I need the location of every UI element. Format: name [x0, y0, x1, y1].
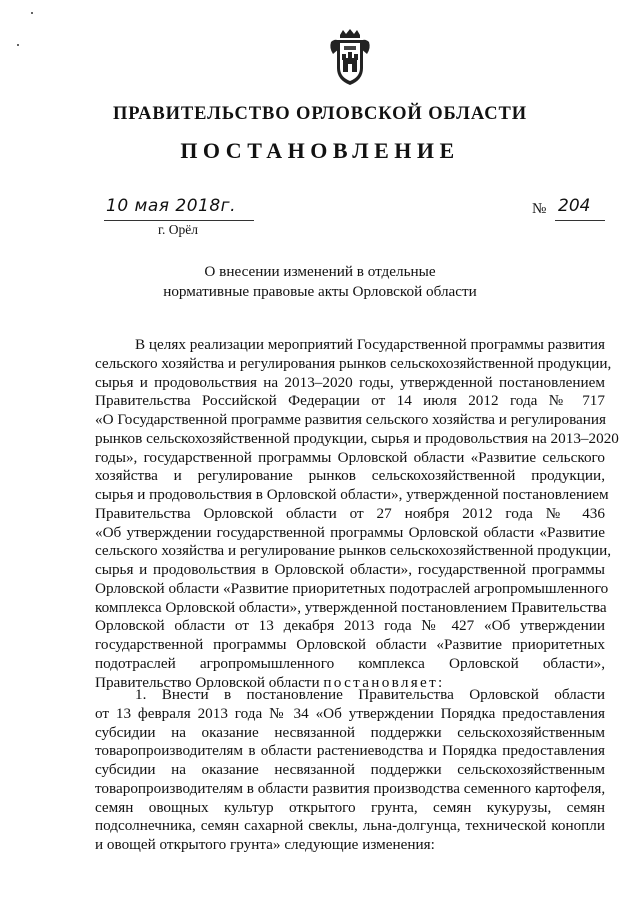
- resolution-verb: постановляет:: [323, 673, 445, 691]
- scan-speck: [31, 12, 33, 14]
- date-underline: [104, 220, 254, 221]
- paragraph-line: Правительства Орловской области от 27 ноября 2012 года № 436: [95, 504, 605, 522]
- number-label: №: [532, 201, 547, 217]
- paragraph-line: товаропроизводителям в области растениеводства и Порядка предоставления: [95, 742, 605, 760]
- paragraph-line: «Об утверждении государственной программы Орловской области «Развитие: [95, 523, 605, 541]
- document-subject: [120, 262, 520, 302]
- paragraph-line: годы», государственной программы Орловской области «Развитие сельского: [95, 448, 605, 466]
- city-label: г. Орёл: [158, 222, 198, 237]
- paragraph-line: Орловской области от 13 декабря 2013 года № 427 «Об утверждении: [95, 617, 605, 635]
- paragraph-line: субсидии на оказание несвязанной поддержки сельскохозяйственным: [95, 761, 605, 778]
- preamble-paragraph: [95, 336, 619, 692]
- paragraph-line: сырья и продовольствия в Орловской области», утвержденной постановлением: [95, 486, 609, 503]
- paragraph-line: сырья и продовольствия на 2013–2020 годы, утвержденной постановлением: [95, 373, 605, 391]
- resolution-prefix: Правительство Орловской области: [95, 673, 324, 691]
- paragraph-line: семян овощных культур открытого грунта, семян кукурузы, семян: [95, 798, 605, 816]
- paragraph-line: сельского хозяйства и регулирования рынков сельскохозяйственной продукции,: [95, 354, 612, 372]
- paragraph-line: хозяйства и регулирование рынков сельскохозяйственной продукции,: [95, 467, 605, 485]
- paragraph-line: сырья и продовольствия в Орловской области», государственной программы: [95, 561, 605, 578]
- subject-line: нормативные правовые акты Орловской области: [163, 283, 477, 300]
- paragraph-line: комплекса Орловской области», утвержденной постановлением Правительства: [95, 598, 607, 616]
- scan-speck: [17, 44, 19, 46]
- handwritten-date: 10 мая 2018г.: [106, 196, 237, 216]
- handwritten-number: 204: [558, 196, 591, 216]
- paragraph-line: Правительства Российской Федерации от 14 июля 2012 года № 717: [95, 392, 605, 410]
- paragraph-line: сельского хозяйства и регулирование рынков сельскохозяйственной продукции,: [95, 542, 612, 560]
- paragraph-line: субсидии на оказание несвязанной поддержки сельскохозяйственным: [95, 723, 605, 741]
- coat-of-arms-icon: [327, 28, 373, 88]
- paragraph-line: «О Государственной программе развития сельского хозяйства и регулирования: [95, 411, 607, 428]
- paragraph-line: государственной программы Орловской области «Развитие приоритетных: [95, 636, 605, 653]
- paragraph-line: подотраслей агропромышленного комплекса Орловской области»,: [95, 654, 605, 672]
- paragraph-line: и овощей открытого грунта» следующие изменения:: [95, 836, 435, 853]
- paragraph-line: рынков сельскохозяйственной продукции, сырья и продовольствия на 2013–2020: [95, 429, 619, 447]
- paragraph-line: 1. Внести в постановление Правительства Орловской области: [135, 686, 605, 703]
- paragraph-line: подсолнечника, семян сахарной свеклы, льна-долгунца, технической конопли: [95, 817, 605, 835]
- document-type-title: ПОСТАНОВЛЕНИЕ: [180, 138, 460, 163]
- number-underline: [555, 220, 605, 221]
- paragraph-line: товаропроизводителям в области развития производства семенного картофеля,: [95, 779, 606, 797]
- clause-1-paragraph: [95, 686, 605, 855]
- paragraph-line: В целях реализации мероприятий Государственной программы развития: [135, 336, 605, 353]
- paragraph-line: Орловской области «Развитие приоритетных подотраслей агропромышленного: [95, 579, 609, 597]
- subject-line: О внесении изменений в отдельные: [204, 263, 436, 280]
- organization-title: ПРАВИТЕЛЬСТВО ОРЛОВСКОЙ ОБЛАСТИ: [113, 104, 527, 124]
- paragraph-line: от 13 февраля 2013 года № 34 «Об утверждении Порядка предоставления: [95, 704, 605, 722]
